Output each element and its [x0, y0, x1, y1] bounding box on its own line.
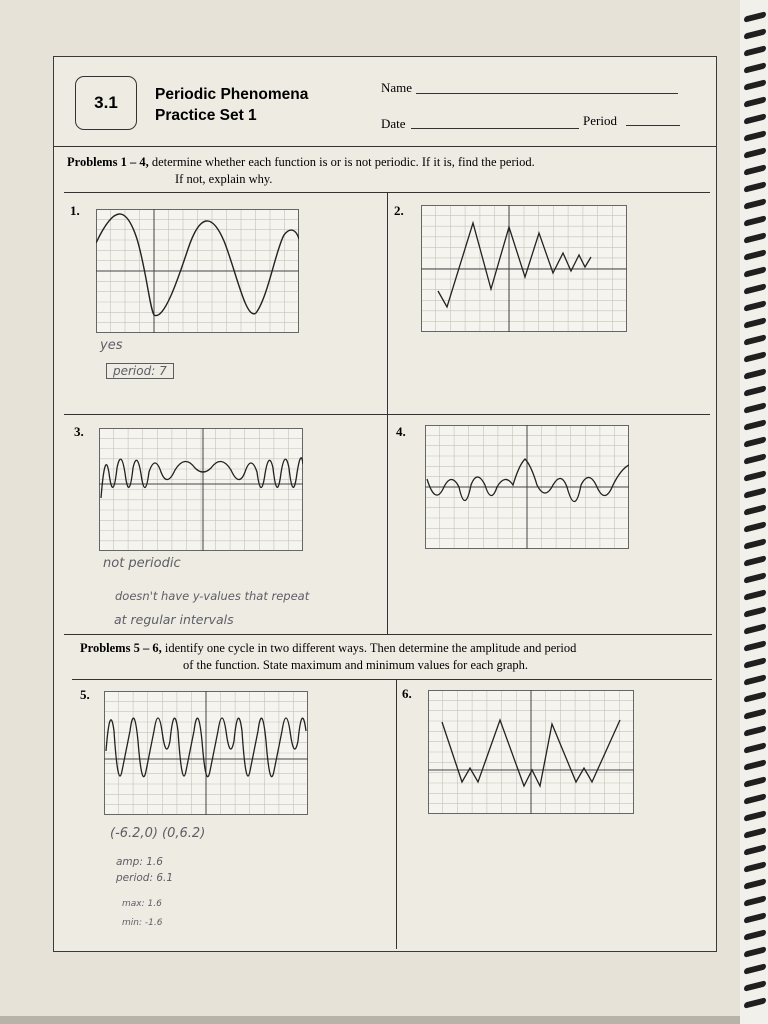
spiral-coil — [744, 147, 766, 158]
spiral-coil — [744, 640, 766, 651]
spiral-coil — [744, 912, 766, 923]
graph-3-grid — [99, 428, 303, 551]
spiral-coil — [744, 827, 766, 838]
spiral-coil — [744, 555, 766, 566]
problem-4-number: 4. — [396, 424, 406, 439]
title-line-2: Practice Set 1 — [155, 107, 257, 124]
spiral-coil — [744, 759, 766, 770]
answer-5-max: max: 1.6 — [122, 899, 162, 909]
spiral-coil — [744, 810, 766, 821]
answer-5-min: min: -1.6 — [122, 918, 163, 928]
spiral-coil — [744, 181, 766, 192]
problems-grid2-top — [72, 679, 712, 680]
spiral-coil — [744, 266, 766, 277]
spiral-coil — [744, 487, 766, 498]
spiral-coil — [744, 929, 766, 940]
spiral-coil — [744, 62, 766, 73]
spiral-coil — [744, 691, 766, 702]
instructions-part2 — [80, 640, 700, 657]
spiral-coil — [744, 946, 766, 957]
instructions-part1-text: determine whether each function is or is not periodic. If it is, find the period. — [151, 155, 535, 169]
header-divider — [54, 146, 716, 147]
graph-3-curve — [101, 458, 303, 498]
graph-problem-5 — [104, 691, 308, 815]
spiral-coil — [744, 419, 766, 430]
answer-1-yes: yes — [100, 338, 123, 353]
spiral-coil — [744, 963, 766, 974]
problem-3-number: 3. — [74, 424, 84, 439]
answer-5-points: (-6.2,0) (0,6.2) — [110, 826, 206, 841]
spiral-coil — [744, 436, 766, 447]
answer-3-line3: at regular intervals — [114, 612, 234, 627]
spiral-coil — [744, 589, 766, 600]
spiral-coil — [744, 130, 766, 141]
spiral-coil — [744, 657, 766, 668]
problem-2-number: 2. — [394, 203, 404, 218]
spiral-coil — [744, 96, 766, 107]
spiral-coil — [744, 283, 766, 294]
section-badge: 3.1 — [75, 76, 137, 130]
spiral-coil — [744, 742, 766, 753]
spiral-coil — [744, 674, 766, 685]
answer-3-line1: not periodic — [103, 556, 181, 571]
graph-problem-6 — [428, 690, 634, 814]
spiral-coil — [744, 572, 766, 583]
date-field[interactable] — [411, 128, 579, 129]
spiral-coil — [744, 334, 766, 345]
spiral-coil — [744, 79, 766, 90]
spiral-coil — [744, 776, 766, 787]
title-line-1: Periodic Phenomena — [155, 86, 309, 103]
problems-section-divider — [64, 634, 712, 635]
graph-problem-2 — [421, 205, 627, 332]
spiral-coil — [744, 725, 766, 736]
period-label: Period — [583, 113, 617, 128]
spiral-coil — [744, 878, 766, 889]
spiral-coil — [744, 385, 766, 396]
graph-problem-3 — [99, 428, 303, 551]
graph-problem-1 — [96, 209, 299, 333]
problems-grid2-divider — [396, 679, 397, 949]
answer-3-line2: doesn't have y-values that repeat — [115, 589, 310, 603]
spiral-coil — [744, 861, 766, 872]
spiral-coil — [744, 215, 766, 226]
spiral-coil — [744, 793, 766, 804]
spiral-coil — [744, 606, 766, 617]
date-label: Date — [381, 116, 406, 131]
instructions-part2-line2: of the function. State maximum and minimum values for each graph. — [183, 658, 529, 672]
spiral-coil — [744, 249, 766, 260]
spiral-coil — [744, 521, 766, 532]
spiral-coil — [744, 538, 766, 549]
instructions-part2-text: identify one cycle in two different ways. Then determine the amplitude and period — [164, 641, 577, 655]
spiral-coil — [744, 980, 766, 991]
spiral-coil — [744, 113, 766, 124]
spiral-coil — [744, 368, 766, 379]
spiral-coil — [744, 198, 766, 209]
spiral-coil — [744, 300, 766, 311]
spiral-coil — [744, 708, 766, 719]
problem-6-number: 6. — [402, 686, 412, 701]
worksheet-title — [155, 84, 308, 126]
spiral-coil — [744, 402, 766, 413]
problem-5-number: 5. — [80, 687, 90, 702]
spiral-coil — [744, 317, 766, 328]
instructions-part1-prefix: Problems 1 – 4, — [67, 155, 149, 169]
instructions-part2-prefix: Problems 5 – 6, — [80, 641, 162, 655]
problems-grid-divider — [387, 192, 388, 634]
graph-problem-4 — [425, 425, 629, 549]
spiral-coil — [744, 623, 766, 634]
spiral-coil — [744, 232, 766, 243]
answer-1-period — [106, 364, 174, 378]
spiral-coil — [744, 45, 766, 56]
name-label: Name — [381, 80, 413, 95]
spiral-coil — [744, 11, 766, 22]
answer-1-period-box: period: 7 — [106, 363, 174, 379]
spiral-coil — [744, 351, 766, 362]
graph-4-curve — [427, 459, 629, 502]
spiral-coil — [744, 997, 766, 1008]
spiral-coil — [744, 470, 766, 481]
name-field[interactable] — [416, 93, 678, 94]
period-field[interactable] — [626, 125, 680, 126]
spiral-coil — [744, 504, 766, 515]
spiral-coil — [744, 28, 766, 39]
instructions-part1 — [67, 154, 707, 171]
instructions-part1-line2: If not, explain why. — [175, 172, 273, 186]
spiral-coil — [744, 453, 766, 464]
problems-row-divider — [64, 414, 710, 415]
answer-5-period: period: 6.1 — [116, 872, 174, 884]
answer-5-amp: amp: 1.6 — [116, 856, 163, 868]
spiral-coil — [744, 895, 766, 906]
problem-1-number: 1. — [70, 203, 80, 218]
spiral-coil — [744, 844, 766, 855]
spiral-coil — [744, 164, 766, 175]
spiral-binding — [740, 0, 768, 1024]
